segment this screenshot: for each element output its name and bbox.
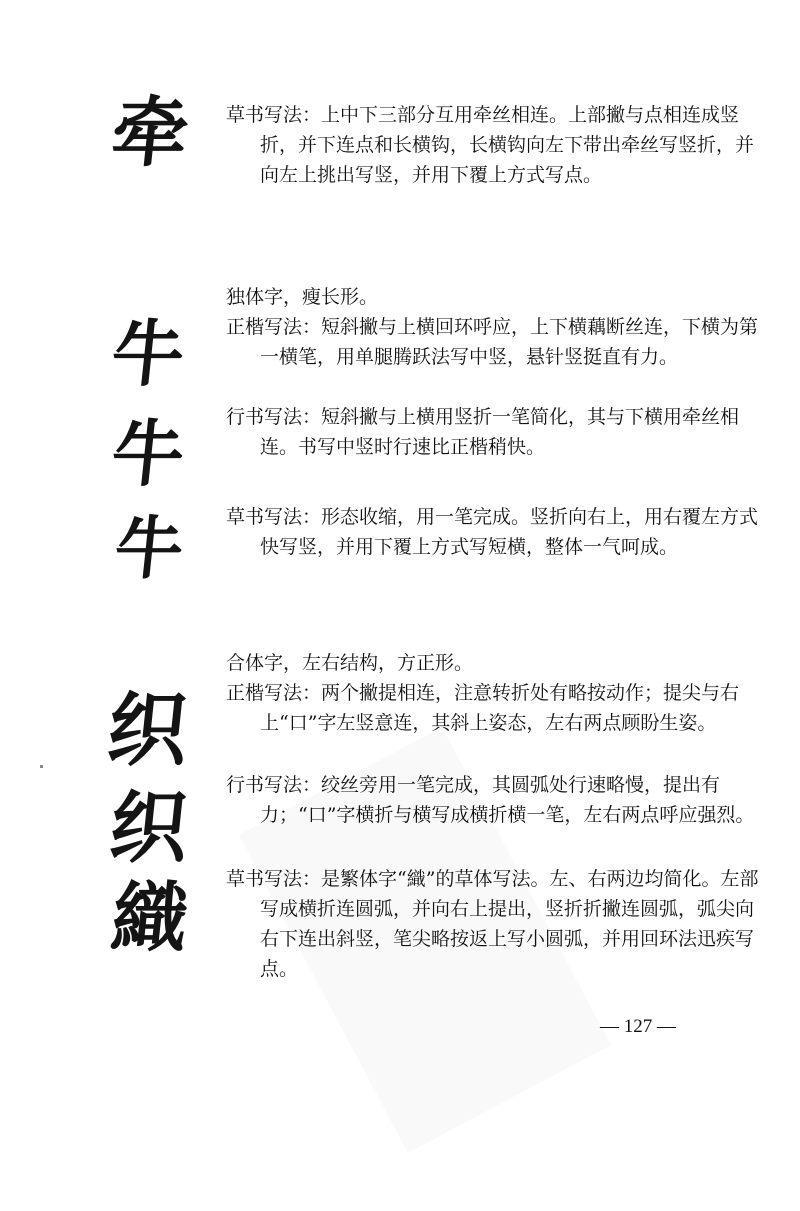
method-text: 短斜撇与上横回环呼应，上下横藕断丝连，下横为第一横笔，用单腿腾跃法写中竖，悬针竖挺直有力。 (260, 316, 759, 368)
method-text: 形态收缩，用一笔完成。竖折向右上，用右覆左方式快写竖，并用下覆上方式写短横，整体一气呵成。 (260, 506, 759, 558)
calligraphy-glyph-zhi-cursive: 織 (107, 873, 193, 962)
method-text: 绞丝旁用一笔完成，其圆弧处行速略慢，提出有力；“口”字横折与横写成横折横一笔，左右两点呼应强烈。 (260, 774, 755, 826)
method-label: 行书写法： (226, 406, 322, 428)
method-text: 两个撇提相连，注意转折处有略按动作；提尖与右上“口”字左竖意连，其斜上姿态，左右两点顾盼生姿。 (260, 682, 740, 734)
page-number: — 127 — (600, 1016, 676, 1037)
method-label: 草书写法： (226, 506, 322, 528)
section3-intro: 合体字，左右结构，方正形。 (226, 652, 474, 674)
method-label: 正楷写法： (226, 316, 322, 338)
method-label: 行书写法： (226, 774, 322, 796)
section3-regular-method (226, 678, 760, 738)
calligraphy-glyph-zhi-regular: 织 (103, 683, 193, 777)
calligraphy-glyph-niu-running: 牛 (107, 411, 189, 496)
method-text: 上中下三部分互用牵丝相连。上部撇与点相连成竖折，并下连点和长横钩，长横钩向左下带出牵丝写竖折，并向左上挑出写竖，并用下覆上方式写点。 (260, 104, 755, 186)
calligraphy-glyph-niu-cursive: 牛 (110, 509, 188, 589)
section2-running-method (226, 402, 760, 462)
section2-cursive-method (226, 502, 760, 562)
method-text: 短斜撇与上横用竖折一笔简化，其与下横用牵丝相连。书写中竖时行速比正楷稍快。 (260, 406, 740, 458)
method-text: 是繁体字“織”的草体写法。左、右两边均简化。左部写成横折连圆弧，并向右上提出，竖折折撇连圆弧，弧尖向右下连出斜竖，笔尖略按返上写小圆弧，并用回环法迅疾写点。 (260, 868, 759, 980)
section1-cursive-method (226, 100, 760, 190)
method-label: 正楷写法： (226, 682, 322, 704)
method-label: 草书写法： (226, 868, 322, 890)
method-label: 草书写法： (226, 104, 322, 126)
calligraphy-glyph-zhi-running: 织 (105, 783, 193, 874)
calligraphy-glyph-niu-regular: 牛 (107, 311, 189, 396)
scan-speck (40, 765, 43, 768)
section3-running-method (226, 770, 760, 830)
section2-intro: 独体字，瘦长形。 (226, 286, 379, 308)
calligraphy-glyph-qian-cursive: 牵 (107, 88, 193, 177)
section3-cursive-method (226, 864, 760, 984)
page-number-value: 127 (623, 1016, 653, 1037)
section2-regular-method (226, 312, 760, 372)
